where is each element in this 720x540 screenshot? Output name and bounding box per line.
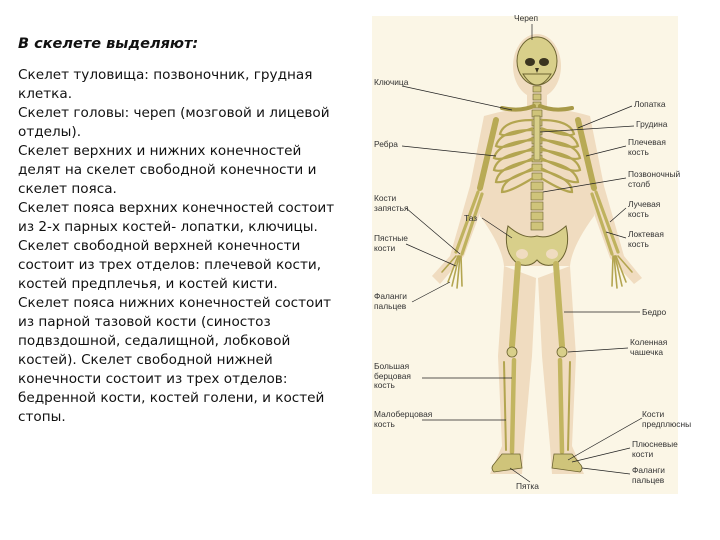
label-scapula: Лопатка [634, 99, 666, 109]
label-metacarpals: Пястные кости [374, 233, 408, 253]
paragraph-trunk: Скелет туловища: позвоночник, грудная клетка. [18, 67, 313, 102]
label-ulna: Локтевая кость [628, 229, 664, 249]
paragraph-limbs: Скелет верхних и нижних конечностей делят на скелет свободной конечности и скелет пояса. [18, 143, 317, 197]
label-foot-phalanges: Фаланги пальцев [632, 465, 665, 485]
label-carpals: Кости запястья [374, 193, 409, 213]
label-heel: Пятка [516, 481, 539, 491]
label-tibia: Большая берцовая кость [374, 361, 411, 390]
label-pelvis: Таз [464, 213, 478, 223]
label-fibula: Малоберцовая кость [374, 409, 433, 429]
label-ribs: Ребра [374, 139, 398, 149]
description-text [18, 36, 348, 427]
label-radius: Лучевая кость [628, 199, 661, 219]
label-tarsals: Кости предплюсны [642, 409, 692, 429]
label-hand-phalanges: Фаланги пальцев [374, 291, 407, 311]
label-skull: Череп [514, 13, 539, 23]
label-spine: Позвоночный столб [628, 169, 681, 189]
label-sternum: Грудина [636, 119, 668, 129]
label-patella: Коленная чашечка [630, 337, 668, 357]
paragraph-head: Скелет головы: череп (мозговой и лицевой отделы). [18, 105, 330, 140]
paragraph-lower-limb: Скелет пояса нижних конечностей состоит из парной тазовой кости (синостоз подвздошной, седалищной, лобковой костей). Скелет свободной нижней конечности состоит из трех отделов: бедренной кости, костей голени, и костей стопы. [18, 295, 332, 425]
label-femur: Бедро [642, 307, 667, 317]
label-humerus: Плечевая кость [628, 137, 666, 157]
label-clavicle: Ключица [374, 77, 409, 87]
label-metatarsals: Плюсневые кости [632, 439, 678, 459]
paragraph-upper-limb: Скелет пояса верхних конечностей состоит из 2-х парных костей- лопатки, ключицы. Скелет свободной верхней конечности состоит из трех отделов: плечевой кости, костей предплечья, и костей кисти. [18, 200, 335, 292]
heading: В скелете выделяют: [18, 36, 199, 52]
skeleton-figure [372, 13, 692, 494]
